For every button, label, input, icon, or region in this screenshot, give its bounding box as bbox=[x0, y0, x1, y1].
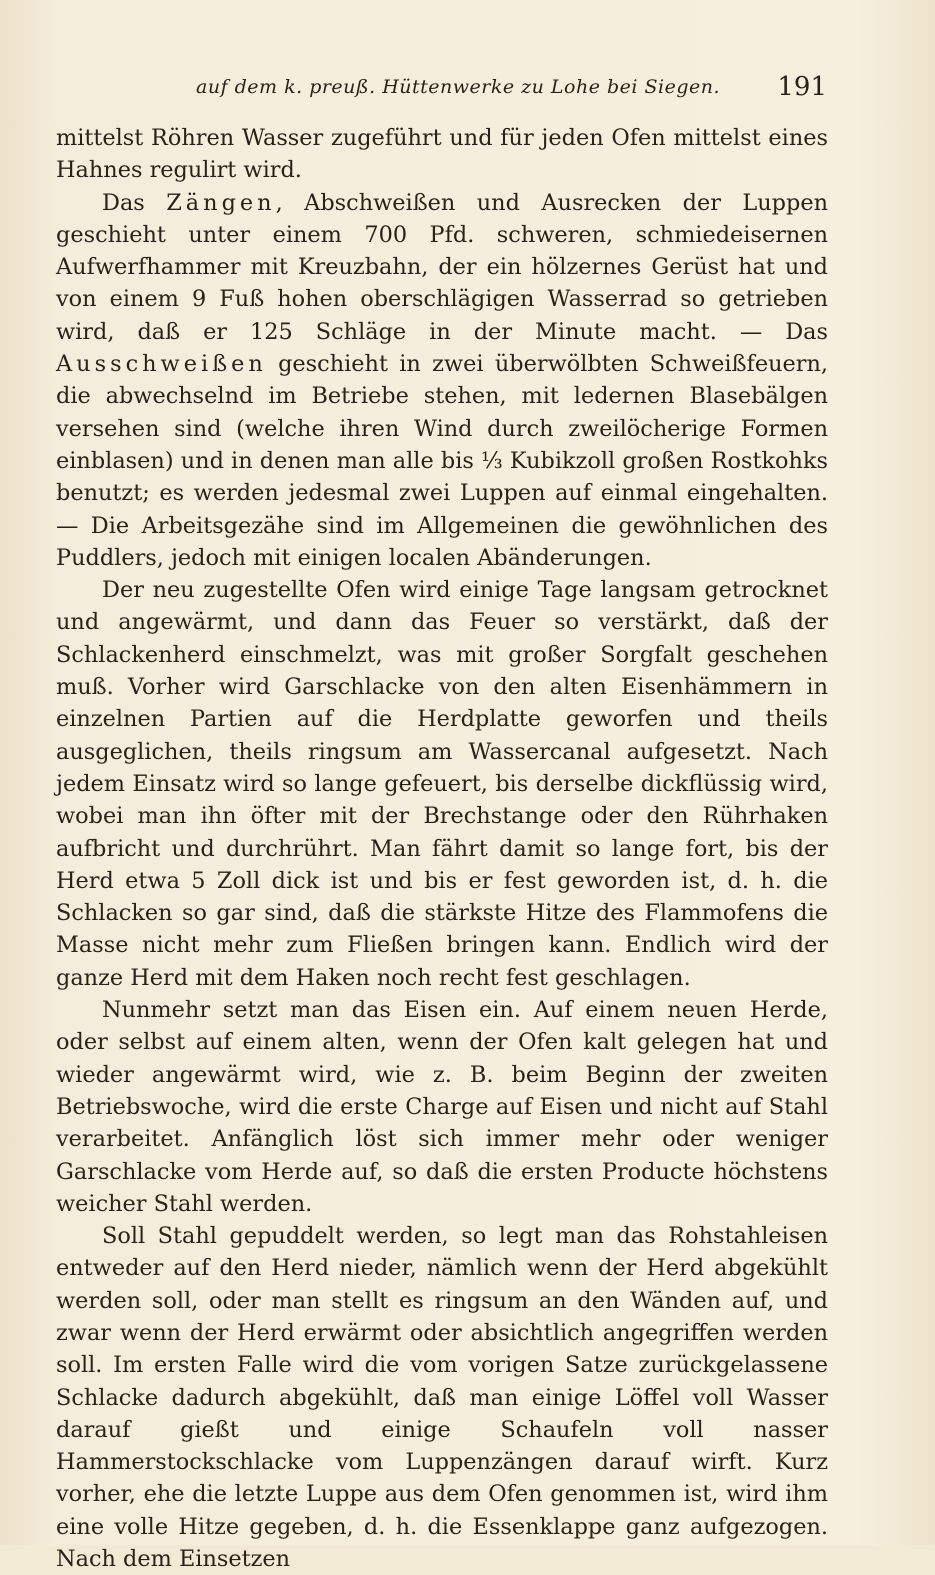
paragraph-2 bbox=[56, 187, 828, 575]
body-text bbox=[56, 122, 828, 1575]
spaced-term-zaengen: Zängen bbox=[166, 189, 276, 216]
paragraph-3: Der neu zugestellte Ofen wird einige Tage langsam getrocknet und angewärmt, und dann das Feuer so verstärkt, daß der Schlackenherd einschmelzt, was mit großer Sorgfalt geschehen muß. Vorher wird Garschlacke von den alten Eisenhämmern in einzelnen Partien auf die Herdplatte geworfen und theils ausgeglichen, theils ringsum am Wassercanal aufgesetzt. Nach jedem Einsatz wird so lange gefeuert, bis derselbe dickflüssig wird, wobei man ihn öfter mit der Brechstange oder den Rührhaken aufbricht und durchrührt. Man fährt damit so lange fort, bis der Herd etwa 5 Zoll dick ist und bis er fest geworden ist, d. h. die Schlacken so gar sind, daß die stärkste Hitze des Flammofens die Masse nicht mehr zum Fließen bringen kann. Endlich wird der ganze Herd mit dem Haken noch recht fest geschlagen. bbox=[56, 577, 828, 991]
paragraph-2-part-c: geschieht in zwei überwölbten Schweißfeuern, die abwechselnd im Betriebe stehen, mit ledernen Blasebälgen versehen sind (welche ihren Wind durch zweilöcherige Formen einblasen) und in denen man alle bis ⅓ Kubikzoll großen Rostkohks benutzt; es werden jedesmal zwei Luppen auf einmal eingehalten. — Die Arbeitsgezähe sind im Allgemeinen die gewöhnlichen des Puddlers, jedoch mit einigen localen Abänderungen. bbox=[56, 351, 828, 571]
paragraph-4: Nunmehr setzt man das Eisen ein. Auf einem neuen Herde, oder selbst auf einem alten, wenn der Ofen kalt gelegen hat und wieder angewärmt wird, wie z. B. beim Beginn der zweiten Betriebswoche, wird die erste Charge auf Eisen und nicht auf Stahl verarbeitet. Anfänglich löst sich immer mehr oder weniger Garschlacke vom Herde auf, so daß die ersten Producte höchstens weicher Stahl werden. bbox=[56, 997, 828, 1217]
page-number: 191 bbox=[777, 72, 827, 102]
running-head bbox=[56, 74, 827, 106]
spaced-term-ausschweissen: Ausschweißen bbox=[56, 351, 267, 378]
running-title: auf dem k. preuß. Hüttenwerke zu Lohe bei Siegen. bbox=[196, 76, 721, 98]
paragraph-1: mittelst Röhren Wasser zugeführt und für jeden Ofen mittelst eines Hahnes regulirt wird. bbox=[56, 125, 828, 184]
paragraph-5: Soll Stahl gepuddelt werden, so legt man das Rohstahleisen entweder auf den Herd nieder, nämlich wenn der Herd abgekühlt werden soll, oder man stellt es ringsum an den Wänden auf, und zwar wenn der Herd erwärmt oder absichtlich angegriffen werden soll. Im ersten Falle wird die vom vorigen Satze zurückgelassene Schlacke dadurch abgekühlt, daß man einige Löffel voll Wasser darauf gießt und einige Schaufeln voll nasser Hammerstockschlacke vom Luppenzängen darauf wirft. Kurz vorher, ehe die letzte Luppe aus dem Ofen genommen ist, wird ihm eine volle Hitze gegeben, d. h. die Essenklappe ganz aufgezogen. Nach dem Einsetzen bbox=[56, 1223, 828, 1573]
paragraph-2-part-a: Das bbox=[102, 189, 167, 216]
paragraph-2-part-b: , Abschweißen und Ausrecken der Luppen geschieht unter einem 700 Pfd. schweren, schmiedeisernen Aufwerfhammer mit Kreuzbahn, der ein hölzernes Gerüst hat und von einem 9 Fuß hohen oberschlägigen Wasserrad so getrieben wird, daß er 125 Schläge in der Minute macht. — Das bbox=[56, 189, 828, 345]
